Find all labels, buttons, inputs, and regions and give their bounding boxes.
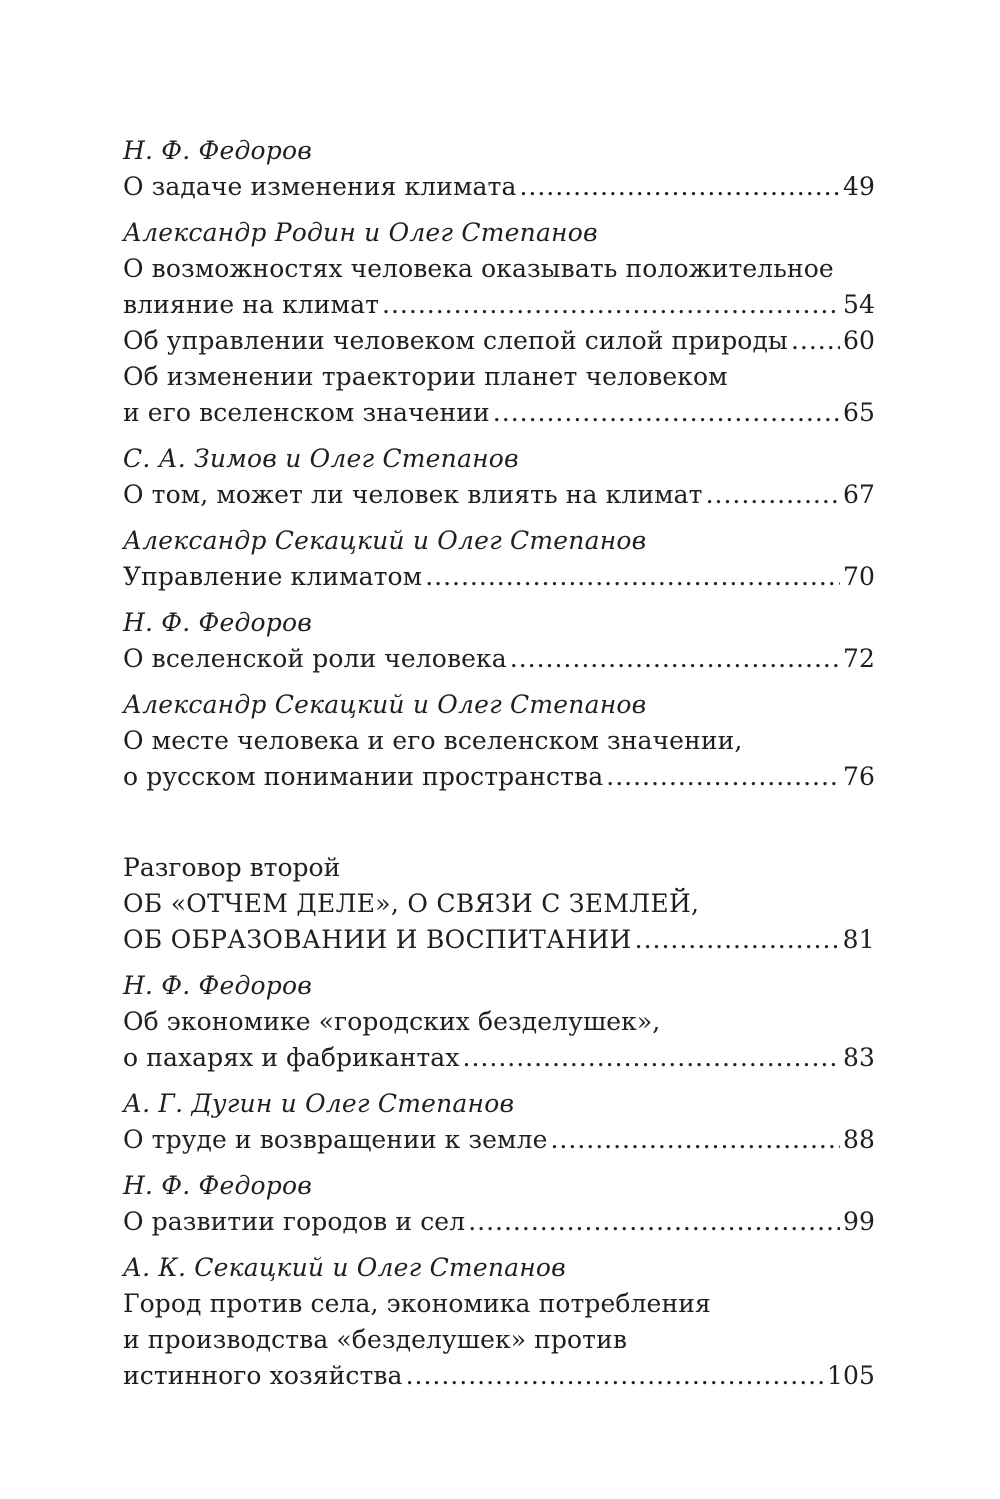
toc-entry-title-line: О месте человека и его вселенском значении, <box>123 726 743 755</box>
table-of-contents <box>123 132 875 1403</box>
dot-leader <box>791 323 840 359</box>
toc-entry-title-line: Об управлении человеком слепой силой природы <box>123 326 788 355</box>
toc-entry-title-line: О том, может ли человек влиять на климат <box>123 480 703 509</box>
toc-page-number: 67 <box>842 480 875 509</box>
dot-leader <box>510 641 840 677</box>
toc-entry-title-line: Город против села, экономика потребления <box>123 1289 711 1318</box>
toc-author: А. Г. Дугин и Олег Степанов <box>123 1089 515 1118</box>
toc-entry-last-line <box>123 395 875 431</box>
toc-entry-last-line <box>123 287 875 323</box>
toc-group <box>123 214 875 431</box>
toc-entry[interactable] <box>123 723 875 795</box>
toc-entry[interactable] <box>123 1122 875 1158</box>
dot-leader <box>706 477 840 513</box>
toc-page-number: 99 <box>842 1207 875 1236</box>
toc-group <box>123 522 875 595</box>
toc-entry-title-line: О вселенской роли человека <box>123 644 507 673</box>
toc-author: Александр Секацкий и Олег Степанов <box>123 526 647 555</box>
toc-entry-title-line: и производства «безделушек» против <box>123 1325 628 1354</box>
toc-entry-title-line: О развитии городов и сел <box>123 1207 466 1236</box>
toc-page-number: 76 <box>842 762 875 791</box>
toc-page-number: 70 <box>842 562 875 591</box>
dot-leader <box>425 559 840 595</box>
toc-entry-last-line <box>123 1122 875 1158</box>
toc-entry[interactable] <box>123 323 875 359</box>
toc-entry[interactable] <box>123 251 875 323</box>
toc-author: Александр Родин и Олег Степанов <box>123 218 598 247</box>
toc-page-number: 105 <box>826 1361 875 1390</box>
toc-group <box>123 1167 875 1240</box>
toc-entry-title-line: и его вселенском значении <box>123 398 490 427</box>
toc-entry-title-line: влияние на климат <box>123 290 380 319</box>
toc-page-number: 49 <box>842 172 875 201</box>
toc-entry-last-line <box>123 1040 875 1076</box>
toc-entry[interactable] <box>123 886 875 958</box>
toc-group <box>123 967 875 1076</box>
toc-entry-last-line <box>123 169 875 205</box>
toc-entry[interactable] <box>123 1286 875 1394</box>
dot-leader <box>519 169 840 205</box>
toc-section-label: Разговор второй <box>123 853 341 882</box>
toc-author: Н. Ф. Федоров <box>123 971 312 1000</box>
toc-entry-title-line: о пахарях и фабрикантах <box>123 1043 460 1072</box>
toc-author: С. А. Зимов и Олег Степанов <box>123 444 519 473</box>
toc-group <box>123 604 875 677</box>
toc-entry-title-line: О возможностях человека оказывать положительное <box>123 254 834 283</box>
dot-leader <box>406 1358 824 1394</box>
toc-author: Н. Ф. Федоров <box>123 1171 312 1200</box>
dot-leader <box>463 1040 840 1076</box>
toc-entry-title-line: о русском понимании пространства <box>123 762 604 791</box>
toc-entry-last-line <box>123 759 875 795</box>
toc-entry[interactable] <box>123 559 875 595</box>
toc-group <box>123 1085 875 1158</box>
toc-author: А. К. Секацкий и Олег Степанов <box>123 1253 566 1282</box>
toc-entry-last-line <box>123 323 875 359</box>
toc-entry-title-line: ОБ ОБРАЗОВАНИИ И ВОСПИТАНИИ <box>123 925 632 954</box>
toc-entry-title-line: О труде и возвращении к земле <box>123 1125 548 1154</box>
dot-leader <box>382 287 840 323</box>
toc-entry[interactable] <box>123 641 875 677</box>
toc-entry-last-line <box>123 559 875 595</box>
toc-entry-title-line: ОБ «ОТЧЕМ ДЕЛЕ», О СВЯЗИ С ЗЕМЛЕЙ, <box>123 889 700 918</box>
toc-entry-last-line <box>123 1358 875 1394</box>
toc-author: Н. Ф. Федоров <box>123 608 312 637</box>
dot-leader <box>550 1122 840 1158</box>
toc-group <box>123 440 875 513</box>
dot-leader <box>493 395 840 431</box>
toc-section <box>123 850 875 958</box>
toc-page-number: 83 <box>842 1043 875 1072</box>
toc-author: Александр Секацкий и Олег Степанов <box>123 690 647 719</box>
toc-page-number: 54 <box>842 290 875 319</box>
toc-page-number: 81 <box>842 925 875 954</box>
toc-entry-title-line: Управление климатом <box>123 562 423 591</box>
dot-leader <box>635 922 840 958</box>
toc-group <box>123 686 875 795</box>
toc-page-number: 65 <box>842 398 875 427</box>
toc-entry-last-line <box>123 477 875 513</box>
toc-entry[interactable] <box>123 169 875 205</box>
toc-entry[interactable] <box>123 1004 875 1076</box>
toc-page-number: 72 <box>842 644 875 673</box>
toc-group <box>123 132 875 205</box>
toc-page-number: 88 <box>842 1125 875 1154</box>
toc-group <box>123 1249 875 1394</box>
toc-entry-last-line <box>123 641 875 677</box>
toc-author: Н. Ф. Федоров <box>123 136 312 165</box>
toc-entry[interactable] <box>123 477 875 513</box>
toc-entry[interactable] <box>123 359 875 431</box>
toc-entry-title-line: истинного хозяйства <box>123 1361 403 1390</box>
toc-page-number: 60 <box>842 326 875 355</box>
toc-entry-title-line: Об изменении траектории планет человеком <box>123 362 728 391</box>
toc-entry-title-line: Об экономике «городских безделушек», <box>123 1007 661 1036</box>
dot-leader <box>468 1204 840 1240</box>
toc-entry-last-line <box>123 922 875 958</box>
dot-leader <box>606 759 840 795</box>
toc-entry-last-line <box>123 1204 875 1240</box>
toc-entry[interactable] <box>123 1204 875 1240</box>
toc-entry-title-line: О задаче изменения климата <box>123 172 517 201</box>
